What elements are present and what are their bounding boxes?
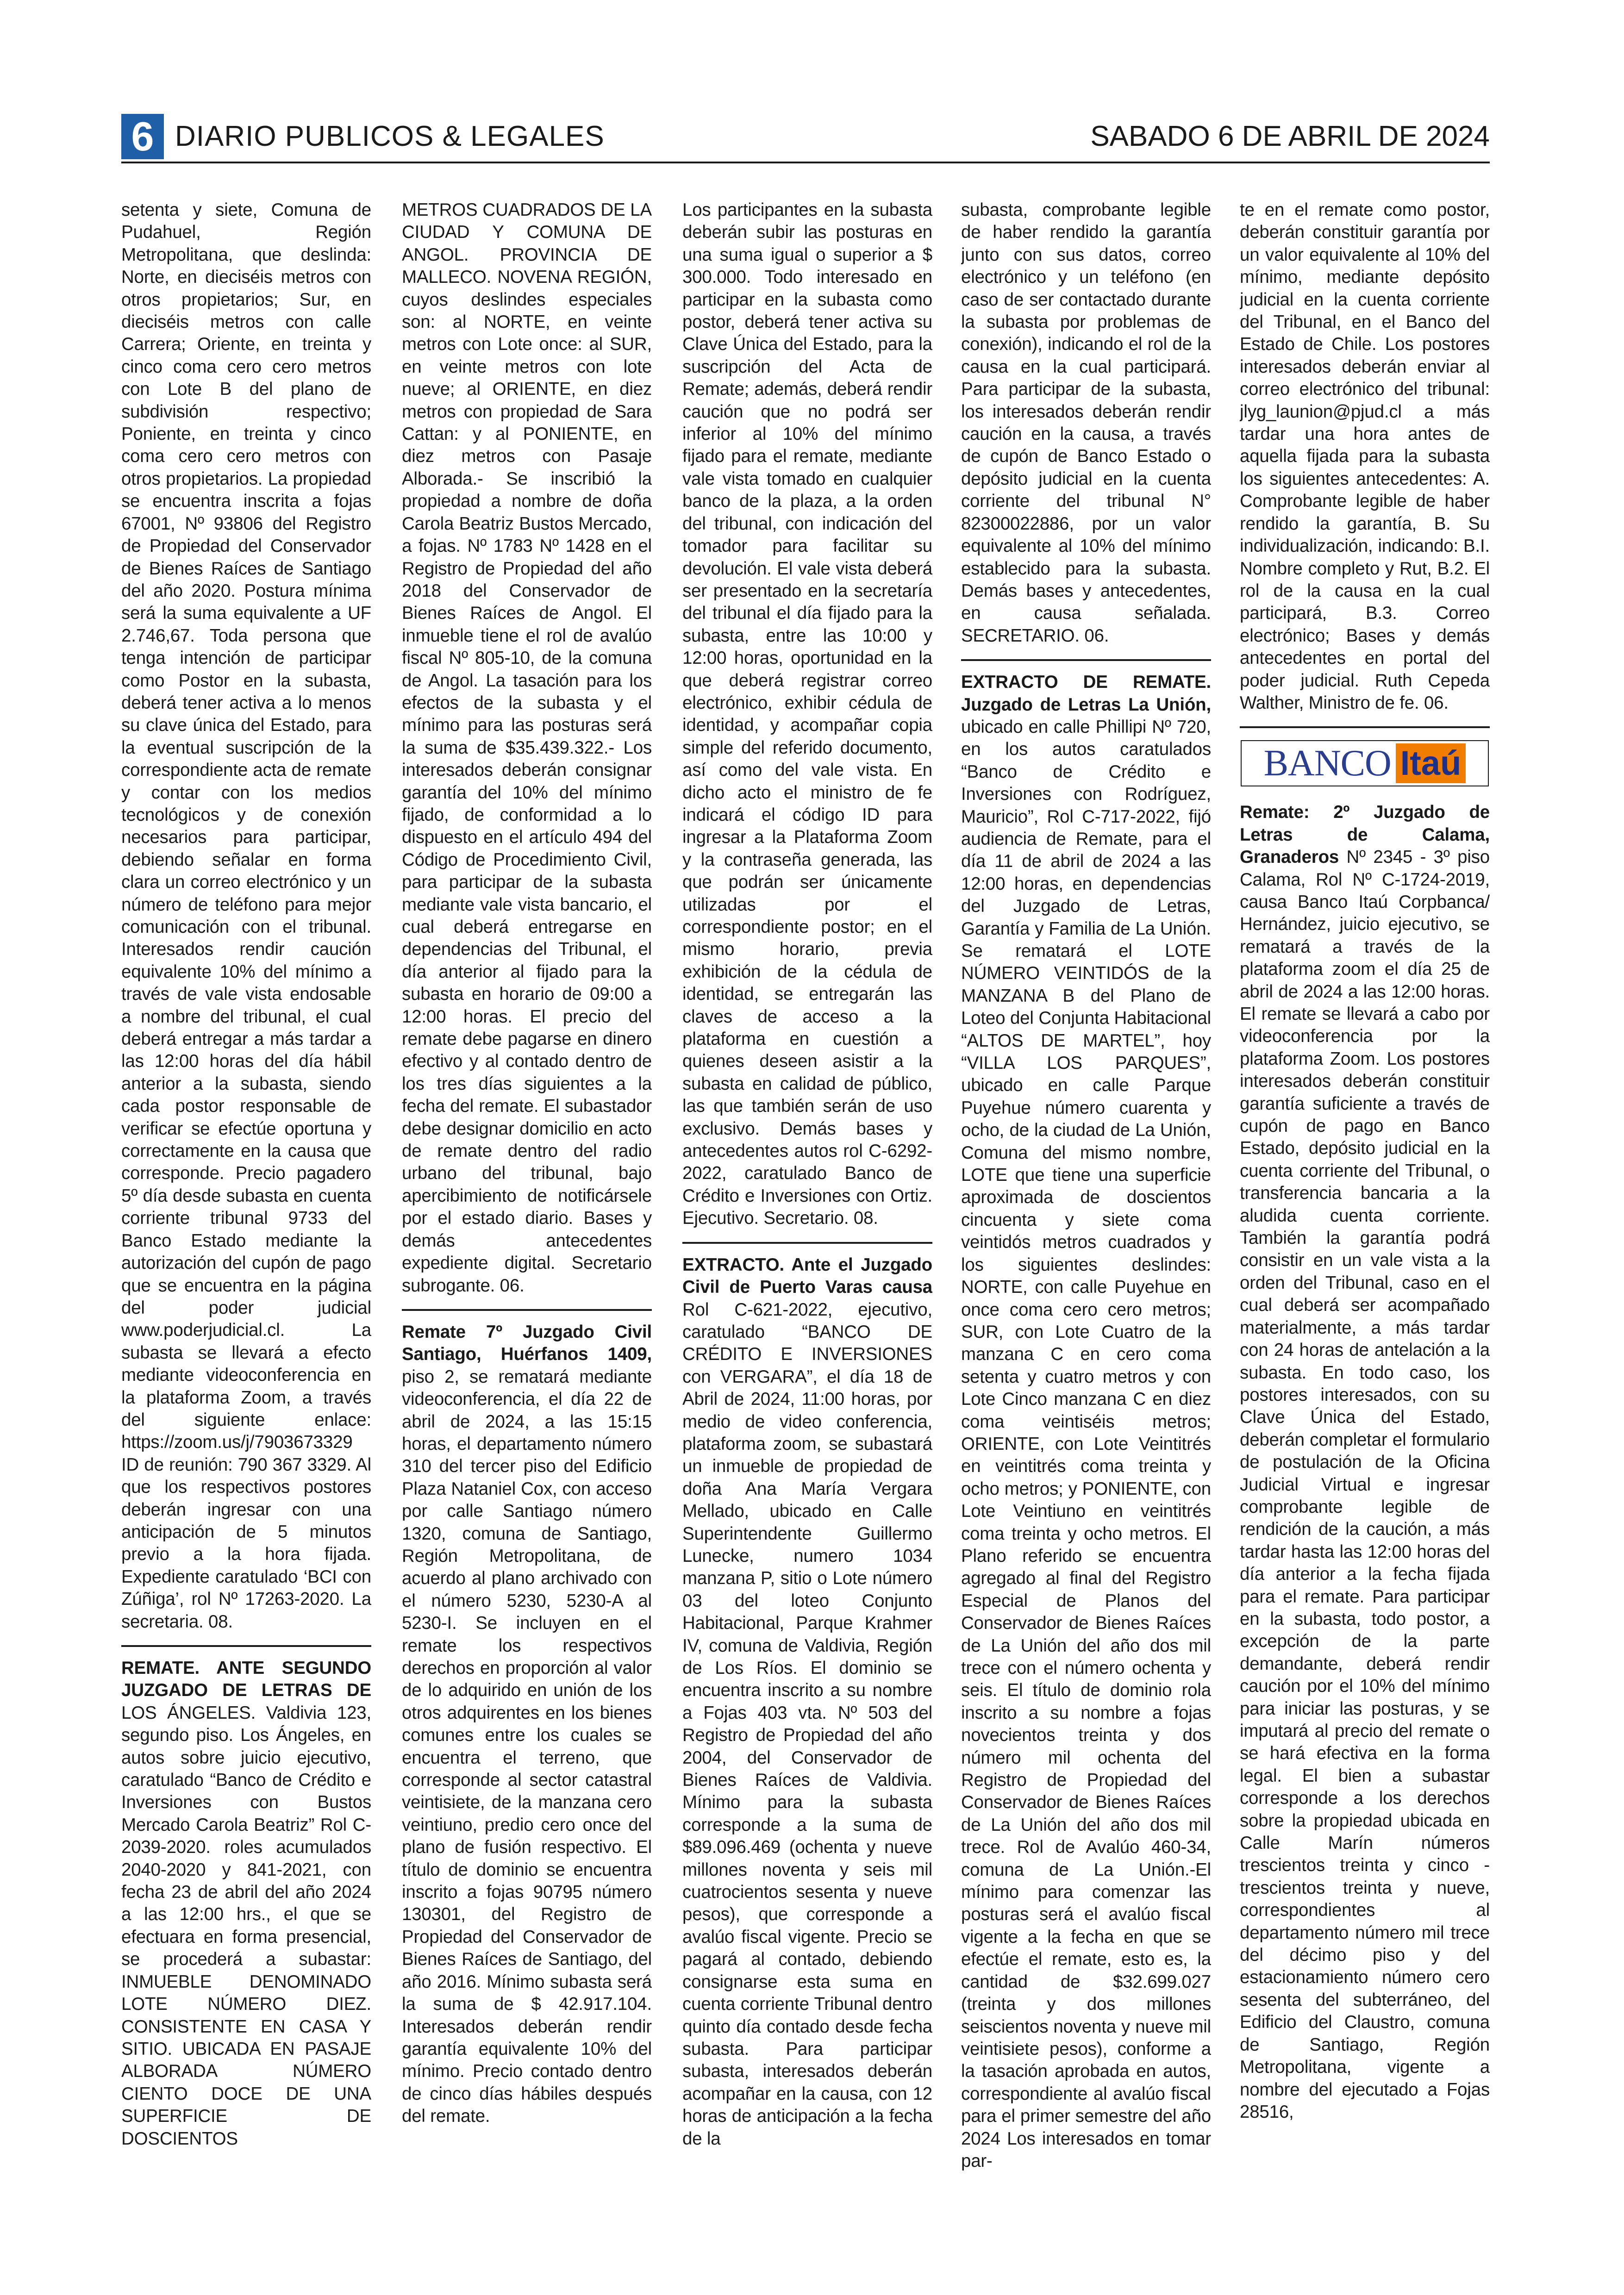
notice-text: te en el remate como postor, deberán constituir garantía por un valor equivalente al 10% del mínimo, mediante depósito judicial en la cuenta corriente del Tribunal, en el Banco del Estado de Chile. Los postores interesados deberán enviar al correo electrónico del tribunal: jlyg_launion@pjud.cl a más tardar una hora antes de aquella fijada para la subasta los siguientes antecedentes: A. Comprobante legible de haber rendido la garantía, B. Su individualización, indicando: B.I. Nombre completo y Rut, B.2. El rol de la causa en la cual participará, B.3. Correo electrónico; Bases y demás antecedentes en portal del poder judicial. Ruth Cepeda Walther, Ministro de fe. 06.: [1240, 200, 1490, 713]
notice-heading: Remate: 2º Juzgado de Letras de Calama, Granaderos: [1240, 802, 1490, 867]
banco-itau-logo: [1240, 739, 1490, 787]
notice-divider: [402, 1309, 652, 1311]
notice-body: LOS ÁNGELES. Valdivia 123, segundo piso. Los Ángeles, en autos sobre juicio ejecutivo, caratulado “Banco de Crédito e Inversiones con Bustos Mercado Carola Beatriz” Rol C-2039-2020. roles acumulados 2040-2020 y 841-2021, con fecha 23 de abril del año 2024 a las 12:00 hrs., el que se efectuara en forma presencial, se procederá a subastar: INMUEBLE DENOMINADO LOTE NÚMERO DIEZ. CONSISTENTE EN CASA Y SITIO. UBICADA EN PASAJE ALBORADA NÚMERO CIENTO DOCE DE UNA SUPERFICIE DE DOSCIENTOS: [121, 1703, 371, 2149]
notice-body: Rol C-621-2022, ejecutivo, caratulado “BANCO DE CRÉDITO E INVERSIONES con VERGARA”, el día 18 de Abril de 2024, 11:00 horas, por medio de video conferencia, plataforma zoom, se subastará un inmueble de propiedad de doña Ana María Vergara Mellado, ubicado en Calle Superintendente Guillermo Lunecke, numero 1034 manzana P, sitio o Lote número 03 del loteo Conjunto Habitacional, Parque Krahmer IV, comuna de Valdivia, Región de Los Ríos. El dominio se encuentra inscrito a su nombre a Fojas 403 vta. Nº 503 del Registro de Propiedad del año 2004, del Conservador de Bienes Raíces de Valdivia. Mínimo para la subasta corresponde a la suma de $89.096.469 (ochenta y nueve millones noventa y seis mil cuatrocientos sesenta y nueve pesos), que corresponde a avalúo fiscal vigente. Precio se pagará al contado, debiendo consignarse esta suma en cuenta corriente Tribunal dentro quinto día contado desde fecha subasta. Para participar subasta, interesados deberán acompañar en la causa, con 12 horas de anticipación a la fecha de la: [682, 1299, 932, 2149]
notice-body: piso 2, se rematará mediante videoconferencia, el día 22 de abril de 2024, a las 15:15 horas, el departamento número 310 del tercer piso del Edificio Plaza Nataniel Cox, con acceso por calle Santiago número 1320, comuna de Santiago, Región Metropolitana, de acuerdo al plano archivado con el número 5230, 5230-A al 5230-I. Se incluyen en el remate los respectivos derechos en proporción al valor de lo adquirido en unión de los otros adquirentes en los bienes comunes entre los cuales se encuentra el terreno, que corresponde al sector catastral veintisiete, de la manzana cero veintiuno, predio cero once del plano de fusión respectivo. El título de dominio se encuentra inscrito a fojas 90795 número 130301, del Registro de Propiedad del Conservador de Bienes Raíces de Santiago, del año 2016. Mínimo subasta será la suma de $ 42.917.104. Interesados deberán rendir garantía equivalente 10% del mínimo. Precio contado dentro de cinco días hábiles después del remate.: [402, 1366, 652, 2127]
column-2: [402, 199, 652, 2217]
notice-body: ubicado en calle Phillipi Nº 720, en los autos caratulados “Banco de Crédito e Inversiones con Rodríguez, Mauricio”, Rol C-717-2022, fijó audiencia de Remate, para el día 11 de abril de 2024 a las 12:00 horas, en dependencias del Juzgado de Letras, Garantía y Familia de La Unión. Se rematará el LOTE NÚMERO VEINTIDÓS de la MANZANA B del Plano de Loteo del Conjunta Habitacional “ALTOS DE MARTEL”, hoy “VILLA LOS PARQUES”, ubicado en calle Parque Puyehue número cuarenta y ocho, de la ciudad de La Unión, Comuna del mismo nombre, LOTE que tiene una superficie aproximada de doscientos cincuenta y siete coma veintidós metros cuadrados y los siguientes deslindes: NORTE, con calle Puyehue en once coma cero cero metros; SUR, con Lote Cuatro de la manzana C en cero coma setenta y cuatro metros y con Lote Cinco manzana C en diez coma veintiséis metros; ORIENTE, con Lote Veintitrés en veintitrés coma treinta y ocho metros; y PONIENTE, con Lote Veintiuno en veintitrés coma treinta y ocho metros. El Plano referido se encuentra agregado al final del Registro Especial de Planos del Conservador de Bienes Raíces de La Unión del año dos mil trece con el número ochenta y seis. El título de dominio rola inscrito a su nombre a fojas novecientos treinta y dos número mil ochenta del Registro de Propiedad del Conservador de Bienes Raíces de La Unión del año dos mil trece. Rol de Avalúo 460-34, comuna de La Unión.-El mínimo para comenzar las posturas será el avalúo fiscal vigente a la fecha en que se efectúe el remate, esto es, la cantidad de $32.699.027 (treinta y dos millones seiscientos noventa y nueve mil veintisiete pesos), conforme a la tasación aprobada en autos, correspondiente al avalúo fiscal para el primer semestre del año 2024 Los interesados en tomar par-: [961, 717, 1211, 2171]
notice: [121, 1657, 371, 2150]
header-rule: [121, 162, 1490, 163]
page-number: 6: [121, 114, 164, 159]
logo-frame: [1241, 740, 1489, 786]
column-5: [1240, 199, 1490, 2217]
notice-heading: EXTRACTO. Ante el Juzgado Civil de Puerto Varas causa: [682, 1254, 932, 1297]
notice: [682, 1254, 932, 2150]
notice: [1240, 801, 1490, 2123]
notice-heading: EXTRACTO DE REMATE. Juzgado de Letras La Unión,: [961, 672, 1211, 715]
logo-word: BANCO: [1263, 742, 1391, 784]
notice-text: setenta y siete, Comuna de Pudahuel, Región Metropolitana, que deslinda: Norte, en dieciséis metros con otros propietarios; Sur, en dieciséis metros con calle Carrera; Oriente, en treinta y cinco coma cero cero metros con Lote B del plano de subdivisión respectivo; Poniente, en treinta y cinco coma cero cero metros con otros propietarios. La propiedad se encuentra inscrita a fojas 67001, Nº 93806 del Registro de Propiedad del Conservador de Bienes Raíces de Santiago del año 2020. Postura mínima será la suma equivalente a UF 2.746,67. Toda persona que tenga intención de participar como Postor en la subasta, deberá tener activa a lo menos su clave única del Estado, para la eventual suscripción de la correspondiente acta de remate y contar con los medios tecnológicos y de conexión necesarios para participar, debiendo señalar en forma clara un correo electrónico y un número de teléfono para mejor comunicación con el tribunal. Interesados rendir caución equivalente 10% del mínimo a través de vale vista endosable a nombre del tribunal, el cual deberá entregar a más tardar a las 12:00 horas del día hábil anterior a la subasta, siendo cada postor responsable de verificar se efectúe oportuna y correctamente en la causa que corresponde. Precio pagadero 5º día desde subasta en cuenta corriente tribunal 9733 del Banco Estado mediante la autorización del cupón de pago que se encuentra en la página del poder judicial www.poderjudicial.cl. La subasta se llevará a efecto mediante videoconferencia en la plataforma Zoom, a través del siguiente enlace: https://zoom.us/j/7903673329 ID de reunión: 790 367 3329. Al que los respectivos postores deberán ingresar con una anticipación de 5 minutos previo a la hora fijada. Expediente caratulado ‘BCI con Zúñiga’, rol Nº 17263-2020. La secretaria. 08.: [121, 200, 371, 1632]
notice-text: METROS CUADRADOS DE LA CIUDAD Y COMUNA DE ANGOL. PROVINCIA DE MALLECO. NOVENA REGIÓN, cuyos deslindes especiales son: al NORTE, en veinte metros con Lote once: al SUR, en veinte metros con lote nueve; al ORIENTE, en diez metros con propiedad de Sara Cattan: y al PONIENTE, en diez metros con Pasaje Alborada.- Se inscribió la propiedad a nombre de doña Carola Beatriz Bustos Mercado, a fojas. Nº 1783 Nº 1428 en el Registro de Propiedad del año 2018 del Conservador de Bienes Raíces de Angol. El inmueble tiene el rol de avalúo fiscal Nº 805-10, de la comuna de Angol. La tasación para los efectos de la subasta y el mínimo para las posturas será la suma de $35.439.322.- Los interesados deberán consignar garantía del 10% del mínimo fijado, de conformidad a lo dispuesto en el artículo 494 del Código de Procedimiento Civil, para participar de la subasta mediante vale vista bancario, el cual deberá entregarse en dependencias del Tribunal, el día anterior al fijado para la subasta en horario de 09:00 a 12:00 horas. El precio del remate debe pagarse en dinero efectivo y al contado dentro de los tres días siguientes a la fecha del remate. El subastador debe designar domicilio en acto de remate dentro del radio urbano del tribunal, bajo apercibimiento de notificársele por el estado diario. Bases y demás antecedentes expediente digital. Secretario subrogante. 06.: [402, 200, 652, 1296]
publication-date: SABADO 6 DE ABRIL DE 2024: [1090, 120, 1490, 152]
column-4: [961, 199, 1211, 2217]
notice-divider: [121, 1645, 371, 1647]
notice-heading: REMATE. ANTE SEGUNDO JUZGADO DE LETRAS DE: [121, 1658, 371, 1701]
notice: [961, 671, 1211, 2172]
notice-divider: [1240, 726, 1490, 728]
notice-divider: [961, 659, 1211, 661]
column-3: [682, 199, 932, 2217]
notice-heading: Remate 7º Juzgado Civil Santiago, Huérfanos 1409,: [402, 1322, 652, 1365]
logo-box: Itaú: [1396, 743, 1466, 783]
notice-text: Los participantes en la subasta deberán subir las posturas en una suma igual o superior a $ 300.000. Todo interesado en participar en la subasta como postor, deberá tener activa su Clave Única del Estado, para la suscripción del Acta de Remate; además, deberá rendir caución que no podrá ser inferior al 10% del mínimo fijado para el remate, mediante vale vista tomado en cualquier banco de la plaza, a la orden del tribunal, con indicación del tomador para facilitar su devolución. El vale vista deberá ser presentado en la secretaría del tribunal el día fijado para la subasta, entre las 10:00 y 12:00 horas, oportunidad en la que deberá registrar correo electrónico, exhibir cédula de identidad, y acompañar copia simple del referido documento, así como del vale vista. En dicho acto el ministro de fe indicará el código ID para ingresar a la Plataforma Zoom y la contraseña generada, las que podrán ser únicamente utilizadas por el correspondiente postor; en el mismo horario, previa exhibición de la cédula de identidad, se entregarán las claves de acceso a la plataforma en cuestión a quienes deseen asistir a la subasta en calidad de público, las que también serán de uso exclusivo. Demás bases y antecedentes autos rol C-6292-2022, caratulado Banco de Crédito e Inversiones con Ortiz. Ejecutivo. Secretario. 08.: [682, 200, 932, 1229]
notice-text: subasta, comprobante legible de haber rendido la garantía junto con sus datos, correo electrónico y un teléfono (en caso de ser contactado durante la subasta por problemas de conexión), indicando el rol de la causa en la cual participará. Para participar de la subasta, los interesados deberán rendir caución en la causa, a través de cupón de Banco Estado o depósito judicial en la cuenta corriente del tribunal N° 82300022886, por un valor equivalente al 10% del mínimo establecido para la subasta. Demás bases y antecedentes, en causa señalada. SECRETARIO. 06.: [961, 200, 1211, 646]
notice: [402, 1321, 652, 2128]
notice-divider: [682, 1242, 932, 1244]
notice-body: Nº 2345 - 3º piso Calama, Rol Nº C-1724-2019, causa Banco Itaú Corpbanca/ Hernández, juicio ejecutivo, se rematará a través de la plataforma zoom el día 25 de abril de 2024 a las 12:00 horas. El remate se llevará a cabo por videoconferencia por la plataforma Zoom. Los postores interesados deberán constituir garantía suficiente a través de cupón de pago en Banco Estado, depósito judicial en la cuenta corriente del Tribunal, o transferencia bancaria a la aludida cuenta corriente. También la garantía podrá consistir en un vale vista a la orden del Tribunal, caso en el cual deberá ser acompañado materialmente, a más tardar con 24 horas de antelación a la subasta. En todo caso, los postores interesados, con su Clave Única del Estado, deberán completar el formulario de postulación de la Oficina Judicial Virtual e ingresar comprobante legible de rendición de la caución, a más tardar hasta las 12:00 horas del día anterior a la fecha fijada para el remate. Para participar en la subasta, todo postor, a excepción de la parte demandante, deberá rendir caución por el 10% del mínimo para iniciar las posturas, y se imputará al precio del remate o se hará efectiva en la forma legal. El bien a subastar corresponde a los derechos sobre la propiedad ubicada en Calle Marín números trescientos treinta y cinco - trescientos treinta y nueve, correspondientes al departamento número mil trece del décimo piso y del estacionamiento número cero sesenta del subterráneo, del Edificio del Claustro, comuna de Santiago, Región Metropolitana, vigente a nombre del ejecutado a Fojas 28516,: [1240, 847, 1490, 2122]
publication-title: DIARIO PUBLICOS & LEGALES: [175, 120, 605, 152]
column-1: [121, 199, 371, 2217]
